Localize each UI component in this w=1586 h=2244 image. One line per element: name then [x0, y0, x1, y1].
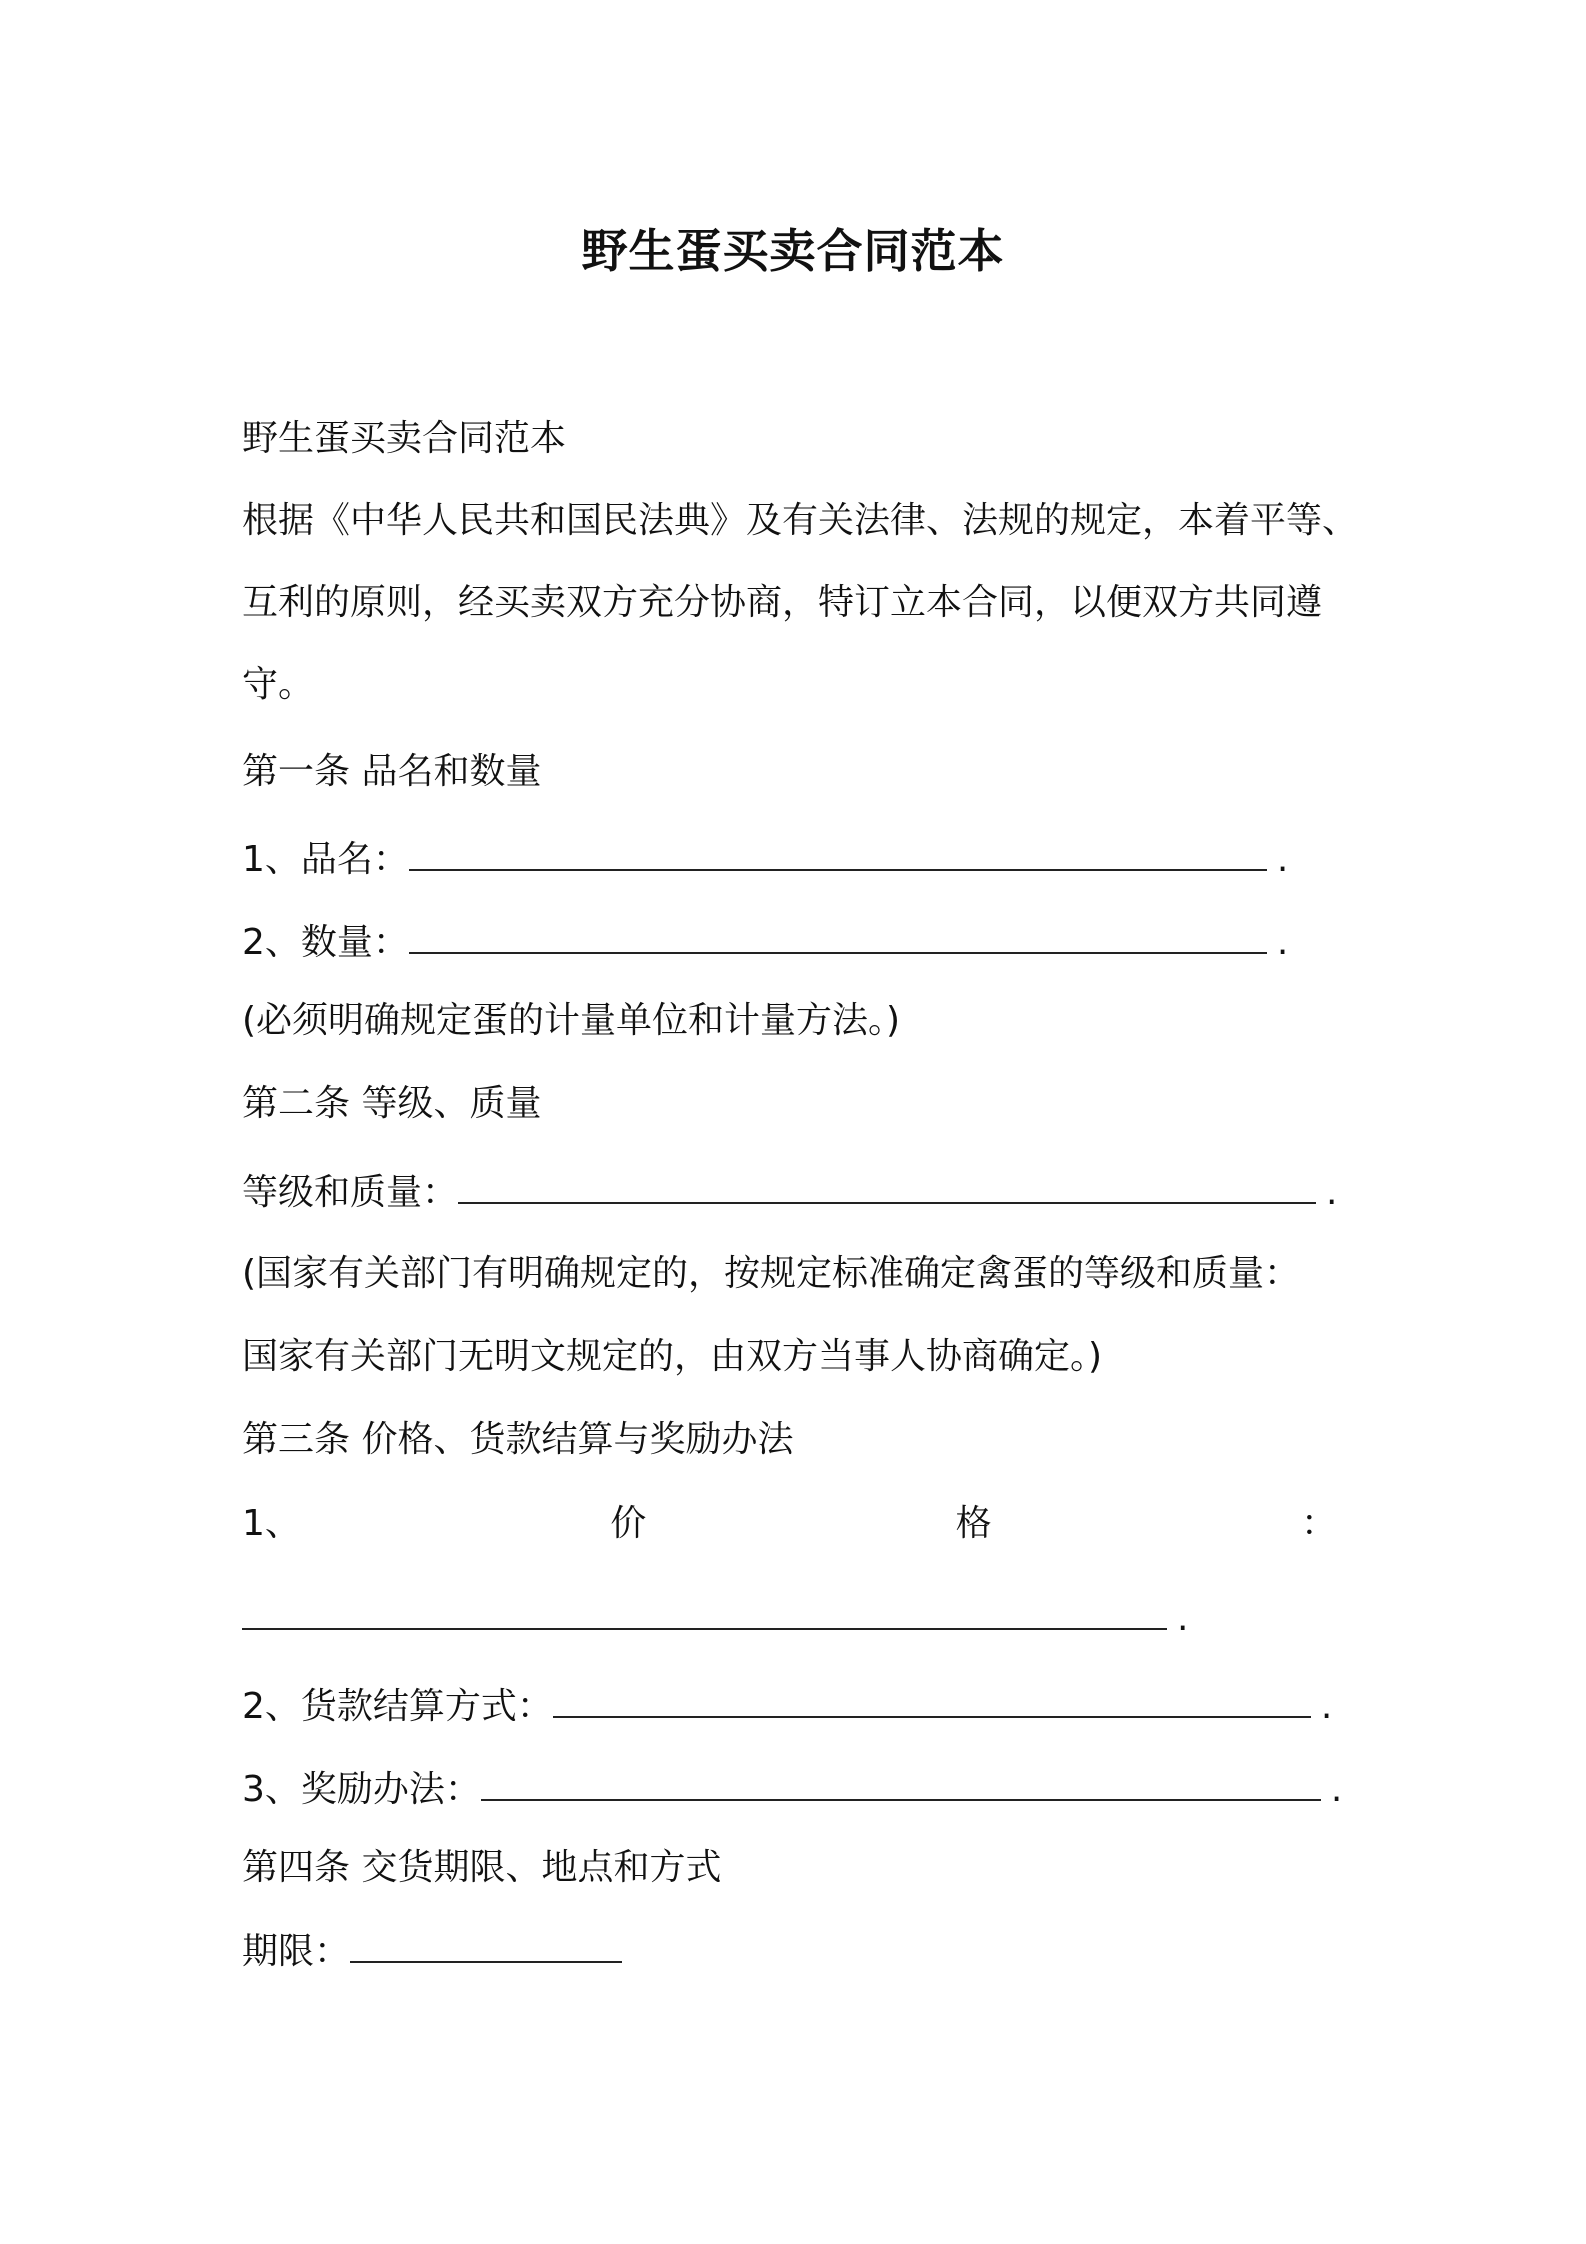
document-title: 野生蛋买卖合同范本 [581, 224, 1005, 278]
article-1-heading: 第一条 品名和数量 [242, 751, 542, 792]
article-2-heading: 第二条 等级、质量 [242, 1083, 542, 1124]
price-char-2: 格 [955, 1503, 992, 1544]
price-colon: ： [1300, 1503, 1337, 1544]
product-name-field[interactable] [409, 833, 1267, 871]
grade-quality-row [242, 1166, 1354, 1219]
reward-method-field[interactable] [481, 1763, 1321, 1801]
price-char-1: 价 [610, 1503, 647, 1544]
article-3-heading: 第三条 价格、货款结算与奖励办法 [242, 1419, 794, 1460]
product-name-period: . [1276, 839, 1289, 880]
intro-line-1: 根据《中华人民共和国民法典》及有关法律、法规的规定，本着平等、 [242, 500, 1359, 541]
payment-method-field[interactable] [553, 1680, 1311, 1718]
reward-method-label: 3、奖励办法： [242, 1769, 481, 1810]
price-row [242, 1498, 1337, 1550]
price-field[interactable] [242, 1592, 1167, 1630]
quantity-note: (必须明确规定蛋的计量单位和计量方法。) [242, 1000, 901, 1041]
payment-method-label: 2、货款结算方式： [242, 1686, 553, 1727]
intro-line-3: 守。 [242, 664, 315, 705]
intro-line-2: 互利的原则，经买卖双方充分协商，特订立本合同，以便双方共同遵 [242, 582, 1323, 623]
delivery-term-label: 期限： [242, 1931, 351, 1972]
grade-quality-label: 等级和质量： [242, 1172, 459, 1213]
price-blank-row [242, 1592, 1354, 1645]
grade-quality-period: . [1326, 1172, 1338, 1213]
reward-method-row [242, 1763, 1354, 1816]
grade-note-line-2: 国家有关部门无明文规定的，由双方当事人协商确定。) [242, 1336, 1103, 1377]
delivery-term-field[interactable] [350, 1925, 622, 1963]
payment-method-row [242, 1680, 1354, 1733]
grade-note-line-1: (国家有关部门有明确规定的，按规定标准确定禽蛋的等级和质量： [242, 1253, 1301, 1294]
price-period: . [1177, 1598, 1189, 1639]
quantity-label: 2、数量： [242, 922, 409, 963]
quantity-field[interactable] [409, 916, 1267, 954]
delivery-term-row [242, 1925, 1354, 1978]
reward-method-period: . [1330, 1769, 1343, 1810]
payment-method-period: . [1320, 1686, 1333, 1727]
product-name-row [242, 833, 1354, 886]
document-subtitle: 野生蛋买卖合同范本 [242, 418, 567, 459]
article-4-heading: 第四条 交货期限、地点和方式 [242, 1847, 722, 1888]
quantity-period: . [1276, 922, 1289, 963]
product-name-label: 1、品名： [242, 839, 409, 880]
grade-quality-field[interactable] [458, 1166, 1316, 1204]
quantity-row [242, 916, 1354, 969]
price-prefix: 1、 [242, 1503, 301, 1544]
